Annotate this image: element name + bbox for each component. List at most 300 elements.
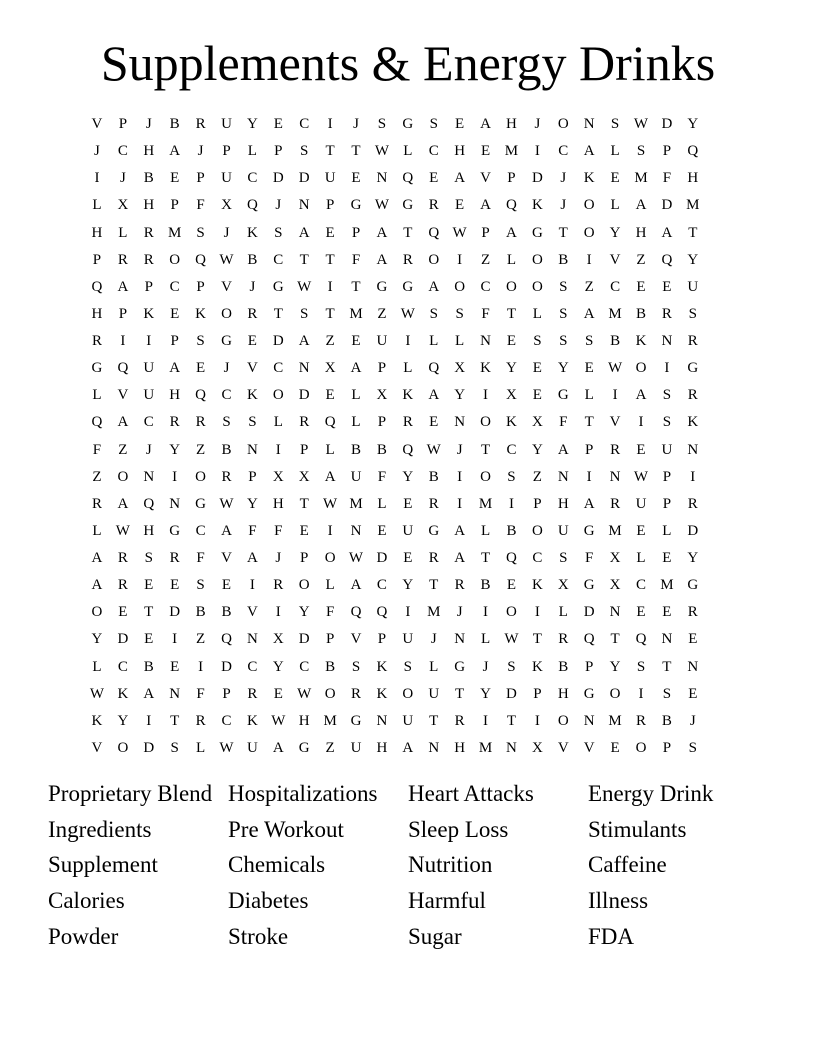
grid-letter: L: [351, 414, 361, 431]
grid-letter: P: [377, 360, 387, 377]
grid-letter: P: [144, 278, 153, 295]
grid-letter: C: [117, 143, 128, 160]
grid-letter: U: [350, 468, 362, 485]
grid-letter: B: [143, 170, 154, 187]
grid-letter: K: [143, 305, 155, 322]
grid-letter: W: [426, 441, 441, 458]
grid-letter: A: [221, 522, 232, 539]
grid-letter: U: [221, 170, 232, 187]
grid-letter: C: [169, 278, 180, 295]
grid-letter: G: [583, 577, 595, 594]
grid-letter: X: [609, 577, 621, 594]
grid-letter: E: [273, 685, 283, 702]
grid-letter: P: [662, 143, 672, 160]
grid-letter: T: [351, 278, 361, 295]
grid-letter: X: [557, 577, 569, 594]
grid-letter: E: [662, 550, 672, 567]
grid-letter: S: [274, 224, 283, 241]
grid-letter: R: [143, 251, 154, 268]
grid-letter: G: [402, 116, 414, 133]
grid-letter: R: [247, 305, 258, 322]
grid-letter: I: [198, 658, 204, 675]
grid-letter: B: [221, 441, 232, 458]
grid-letter: T: [480, 441, 491, 458]
grid-letter: J: [249, 278, 256, 295]
grid-letter: N: [298, 360, 310, 377]
grid-letter: O: [480, 414, 491, 431]
grid-letter: L: [506, 251, 517, 268]
grid-letter: C: [195, 522, 206, 539]
grid-letter: E: [610, 739, 620, 756]
grid-letter: L: [429, 333, 439, 350]
grid-letter: P: [92, 251, 102, 268]
grid-letter: B: [635, 305, 646, 322]
grid-letter: A: [428, 278, 440, 295]
grid-letter: P: [585, 658, 594, 675]
grid-letter: Q: [376, 604, 388, 621]
grid-letter: R: [428, 197, 439, 214]
grid-letter: F: [274, 522, 283, 539]
grid-letter: G: [91, 360, 103, 377]
grid-letter: G: [454, 658, 466, 675]
grid-letter: A: [91, 577, 103, 594]
grid-letter: C: [247, 658, 258, 675]
grid-row: [84, 165, 732, 192]
grid-letter: G: [298, 739, 310, 756]
grid-letter: M: [634, 170, 648, 187]
grid-letter: L: [92, 658, 102, 675]
grid-letter: I: [275, 441, 281, 458]
grid-letter: S: [196, 224, 205, 241]
grid-letter: Y: [480, 685, 491, 702]
grid-letter: X: [531, 414, 543, 431]
grid-letter: H: [272, 495, 284, 512]
grid-letter: I: [327, 522, 333, 539]
grid-letter: D: [272, 333, 284, 350]
grid-letter: T: [325, 143, 335, 160]
grid-letter: E: [662, 604, 672, 621]
grid-letter: C: [610, 278, 621, 295]
grid-letter: A: [117, 414, 129, 431]
grid-letter: Y: [687, 116, 699, 133]
grid-letter: W: [297, 278, 312, 295]
grid-letter: F: [481, 305, 490, 322]
grid-row: [84, 518, 732, 545]
grid-letter: V: [221, 550, 232, 567]
grid-letter: E: [429, 170, 439, 187]
word-list-item: Nutrition: [408, 852, 493, 878]
grid-letter: S: [559, 550, 568, 567]
grid-letter: S: [559, 333, 568, 350]
grid-letter: U: [143, 360, 155, 377]
grid-letter: Q: [91, 414, 103, 431]
grid-letter: E: [636, 441, 646, 458]
grid-letter: S: [559, 305, 568, 322]
grid-letter: W: [219, 251, 234, 268]
grid-letter: O: [557, 116, 569, 133]
grid-letter: T: [170, 712, 180, 729]
grid-letter: A: [480, 197, 491, 214]
grid-letter: Z: [325, 739, 335, 756]
grid-row: [84, 382, 732, 409]
grid-letter: M: [427, 604, 441, 621]
grid-letter: H: [298, 712, 310, 729]
grid-letter: L: [532, 305, 542, 322]
grid-letter: K: [531, 658, 543, 675]
grid-letter: S: [222, 414, 231, 431]
grid-letter: Q: [506, 550, 517, 567]
grid-letter: Q: [117, 360, 129, 377]
grid-letter: E: [636, 604, 646, 621]
grid-letter: C: [117, 658, 128, 675]
grid-letter: P: [533, 495, 542, 512]
grid-letter: S: [170, 739, 179, 756]
grid-letter: M: [168, 224, 182, 241]
grid-letter: Y: [506, 360, 517, 377]
grid-row: [84, 328, 732, 355]
grid-letter: J: [275, 550, 282, 567]
grid-letter: A: [169, 143, 181, 160]
grid-letter: J: [145, 441, 152, 458]
grid-row: [84, 355, 732, 382]
grid-letter: C: [273, 360, 284, 377]
grid-letter: Q: [661, 251, 673, 268]
grid-letter: B: [558, 658, 569, 675]
grid-letter: P: [585, 441, 594, 458]
word-list-item: Calories: [48, 888, 125, 914]
grid-letter: B: [247, 251, 258, 268]
grid-letter: S: [507, 468, 516, 485]
grid-letter: O: [195, 468, 206, 485]
grid-letter: R: [558, 631, 569, 648]
grid-letter: A: [583, 305, 595, 322]
grid-letter: B: [221, 604, 232, 621]
grid-letter: E: [170, 305, 180, 322]
grid-letter: K: [687, 414, 699, 431]
grid-letter: Q: [195, 387, 206, 404]
grid-letter: U: [402, 522, 414, 539]
word-search-grid: [84, 111, 732, 762]
grid-letter: T: [299, 495, 309, 512]
grid-letter: A: [350, 360, 362, 377]
grid-letter: D: [506, 685, 517, 702]
grid-letter: W: [297, 685, 312, 702]
grid-letter: A: [324, 468, 336, 485]
grid-letter: K: [635, 333, 647, 350]
grid-letter: E: [688, 631, 698, 648]
grid-letter: N: [169, 495, 181, 512]
grid-letter: U: [557, 522, 569, 539]
grid-letter: J: [560, 197, 567, 214]
grid-letter: A: [428, 387, 440, 404]
word-list-item: Energy Drink: [588, 781, 714, 806]
grid-letter: O: [117, 739, 129, 756]
grid-letter: I: [483, 712, 489, 729]
grid-letter: A: [661, 224, 673, 241]
grid-letter: G: [376, 278, 388, 295]
grid-letter: P: [481, 224, 490, 241]
grid-letter: K: [531, 197, 543, 214]
grid-letter: T: [144, 604, 154, 621]
grid-letter: P: [351, 224, 361, 241]
grid-letter: J: [430, 631, 437, 648]
grid-letter: Q: [402, 441, 414, 458]
grid-letter: L: [377, 495, 387, 512]
grid-letter: R: [299, 414, 310, 431]
grid-letter: C: [247, 170, 258, 187]
grid-row: [84, 572, 732, 599]
grid-letter: O: [557, 712, 569, 729]
grid-letter: K: [402, 387, 414, 404]
grid-letter: I: [146, 333, 152, 350]
grid-letter: U: [324, 170, 336, 187]
grid-letter: I: [690, 468, 696, 485]
grid-letter: X: [221, 197, 232, 214]
grid-letter: K: [246, 224, 258, 241]
grid-letter: O: [635, 360, 647, 377]
grid-letter: G: [687, 360, 699, 377]
grid-letter: W: [374, 197, 389, 214]
grid-letter: E: [584, 360, 594, 377]
grid-letter: A: [583, 143, 595, 160]
grid-letter: C: [558, 143, 569, 160]
grid-letter: P: [118, 116, 128, 133]
grid-letter: D: [531, 170, 543, 187]
grid-letter: N: [661, 333, 673, 350]
grid-letter: E: [144, 631, 154, 648]
grid-letter: L: [610, 197, 620, 214]
grid-letter: N: [246, 631, 258, 648]
grid-letter: O: [480, 468, 491, 485]
grid-letter: S: [507, 658, 516, 675]
grid-letter: Z: [195, 631, 206, 648]
grid-letter: E: [118, 604, 128, 621]
grid-letter: E: [532, 360, 542, 377]
word-list-item: Illness: [588, 888, 649, 914]
grid-letter: I: [586, 251, 592, 268]
grid-letter: A: [635, 197, 647, 214]
grid-letter: N: [376, 170, 388, 187]
grid-letter: L: [455, 333, 465, 350]
grid-letter: G: [402, 197, 414, 214]
grid-letter: N: [246, 441, 258, 458]
grid-letter: R: [687, 333, 698, 350]
grid-letter: Q: [350, 604, 362, 621]
grid-letter: O: [91, 604, 103, 621]
grid-letter: B: [506, 522, 517, 539]
grid-letter: J: [560, 170, 567, 187]
word-list-item: Stroke: [228, 923, 289, 949]
grid-letter: X: [272, 468, 284, 485]
grid-letter: P: [118, 305, 128, 322]
grid-letter: T: [299, 251, 309, 268]
word-list-item: Sugar: [408, 923, 462, 949]
grid-letter: E: [532, 387, 542, 404]
grid-letter: L: [325, 441, 335, 458]
grid-row: [84, 220, 732, 247]
grid-letter: T: [429, 577, 439, 594]
grid-letter: H: [91, 224, 103, 241]
grid-row: [84, 301, 732, 328]
grid-letter: I: [275, 604, 281, 621]
grid-letter: Q: [635, 631, 647, 648]
word-list: [48, 776, 768, 954]
grid-letter: O: [169, 251, 181, 268]
grid-letter: A: [583, 495, 595, 512]
word-list-item: Supplement: [48, 852, 158, 878]
grid-letter: B: [480, 577, 491, 594]
grid-letter: E: [636, 522, 646, 539]
grid-letter: Z: [584, 278, 594, 295]
word-list-item: Ingredients: [48, 816, 152, 842]
grid-letter: K: [195, 305, 206, 322]
grid-letter: U: [428, 685, 440, 702]
grid-letter: Z: [118, 441, 128, 458]
grid-letter: O: [272, 387, 284, 404]
grid-letter: R: [195, 116, 206, 133]
grid-letter: E: [247, 333, 257, 350]
grid-letter: B: [610, 333, 621, 350]
grid-row: [84, 599, 732, 626]
grid-letter: N: [376, 712, 388, 729]
grid-letter: P: [662, 468, 672, 485]
grid-letter: R: [351, 685, 362, 702]
grid-letter: S: [585, 333, 594, 350]
grid-letter: W: [219, 739, 234, 756]
grid-letter: J: [353, 116, 359, 133]
grid-letter: R: [91, 495, 102, 512]
grid-letter: R: [117, 577, 128, 594]
grid-letter: B: [143, 658, 154, 675]
grid-letter: T: [506, 305, 517, 322]
grid-letter: Y: [687, 550, 699, 567]
grid-letter: M: [349, 305, 363, 322]
grid-letter: G: [557, 387, 569, 404]
grid-letter: Y: [531, 441, 543, 458]
grid-letter: J: [534, 116, 541, 133]
grid-letter: G: [350, 197, 362, 214]
grid-letter: K: [91, 712, 103, 729]
grid-letter: Z: [92, 468, 102, 485]
grid-letter: P: [248, 468, 257, 485]
grid-letter: T: [351, 143, 361, 160]
grid-letter: S: [196, 577, 205, 594]
grid-letter: E: [170, 658, 180, 675]
grid-letter: W: [607, 360, 623, 377]
page-title: Supplements & Energy Drinks: [100, 35, 716, 91]
grid-letter: E: [299, 522, 309, 539]
grid-letter: G: [221, 333, 232, 350]
grid-letter: Q: [91, 278, 103, 295]
grid-letter: O: [531, 251, 543, 268]
grid-letter: T: [325, 305, 335, 322]
grid-row: [84, 437, 732, 464]
grid-letter: U: [687, 278, 699, 295]
grid-letter: A: [376, 251, 388, 268]
grid-letter: W: [323, 495, 338, 512]
grid-letter: E: [144, 577, 154, 594]
grid-letter: N: [609, 468, 621, 485]
grid-letter: R: [402, 414, 413, 431]
grid-letter: G: [350, 712, 362, 729]
grid-letter: J: [482, 658, 489, 675]
grid-letter: H: [376, 739, 388, 756]
grid-letter: E: [610, 170, 620, 187]
grid-letter: F: [325, 604, 335, 621]
grid-letter: X: [324, 360, 336, 377]
grid-letter: H: [143, 143, 155, 160]
grid-letter: E: [325, 224, 335, 241]
grid-letter: I: [405, 333, 411, 350]
grid-letter: T: [480, 550, 491, 567]
grid-letter: A: [635, 387, 647, 404]
grid-row: [84, 708, 732, 735]
grid-letter: V: [246, 604, 258, 621]
grid-letter: I: [327, 278, 333, 295]
grid-letter: G: [428, 522, 440, 539]
grid-letter: T: [688, 224, 698, 241]
grid-letter: D: [583, 604, 595, 621]
grid-letter: P: [300, 550, 309, 567]
grid-letter: I: [457, 468, 463, 485]
grid-letter: R: [687, 495, 698, 512]
grid-letter: Z: [325, 333, 335, 350]
grid-letter: G: [687, 577, 699, 594]
grid-row: [84, 654, 732, 681]
grid-letter: S: [403, 658, 412, 675]
grid-letter: R: [169, 550, 180, 567]
grid-letter: N: [557, 468, 569, 485]
grid-letter: L: [325, 577, 335, 594]
grid-letter: R: [195, 712, 206, 729]
grid-letter: J: [94, 143, 100, 160]
grid-letter: O: [583, 197, 595, 214]
grid-letter: O: [221, 305, 232, 322]
grid-letter: K: [376, 685, 388, 702]
grid-letter: C: [428, 143, 439, 160]
grid-row: [84, 274, 732, 301]
grid-letter: C: [221, 387, 232, 404]
grid-letter: I: [483, 387, 489, 404]
grid-letter: N: [583, 116, 595, 133]
grid-letter: D: [298, 631, 310, 648]
grid-letter: P: [274, 143, 283, 160]
grid-row: [84, 138, 732, 165]
grid-letter: N: [506, 739, 517, 756]
word-list-item: Sleep Loss: [408, 816, 509, 842]
grid-letter: Y: [609, 224, 621, 241]
grid-letter: I: [534, 712, 540, 729]
grid-letter: E: [325, 387, 335, 404]
grid-letter: H: [454, 739, 466, 756]
grid-letter: A: [272, 739, 284, 756]
grid-letter: U: [402, 712, 414, 729]
grid-letter: A: [454, 550, 466, 567]
grid-letter: R: [169, 414, 180, 431]
grid-letter: I: [457, 251, 463, 268]
grid-letter: N: [583, 712, 595, 729]
grid-letter: R: [687, 387, 698, 404]
grid-letter: V: [221, 278, 232, 295]
grid-letter: O: [402, 685, 414, 702]
grid-letter: E: [662, 278, 672, 295]
grid-letter: F: [248, 522, 257, 539]
word-list-item: Powder: [48, 923, 119, 949]
grid-letter: Q: [687, 143, 699, 160]
grid-letter: S: [300, 143, 309, 160]
grid-letter: M: [478, 495, 493, 512]
grid-letter: I: [249, 577, 255, 594]
